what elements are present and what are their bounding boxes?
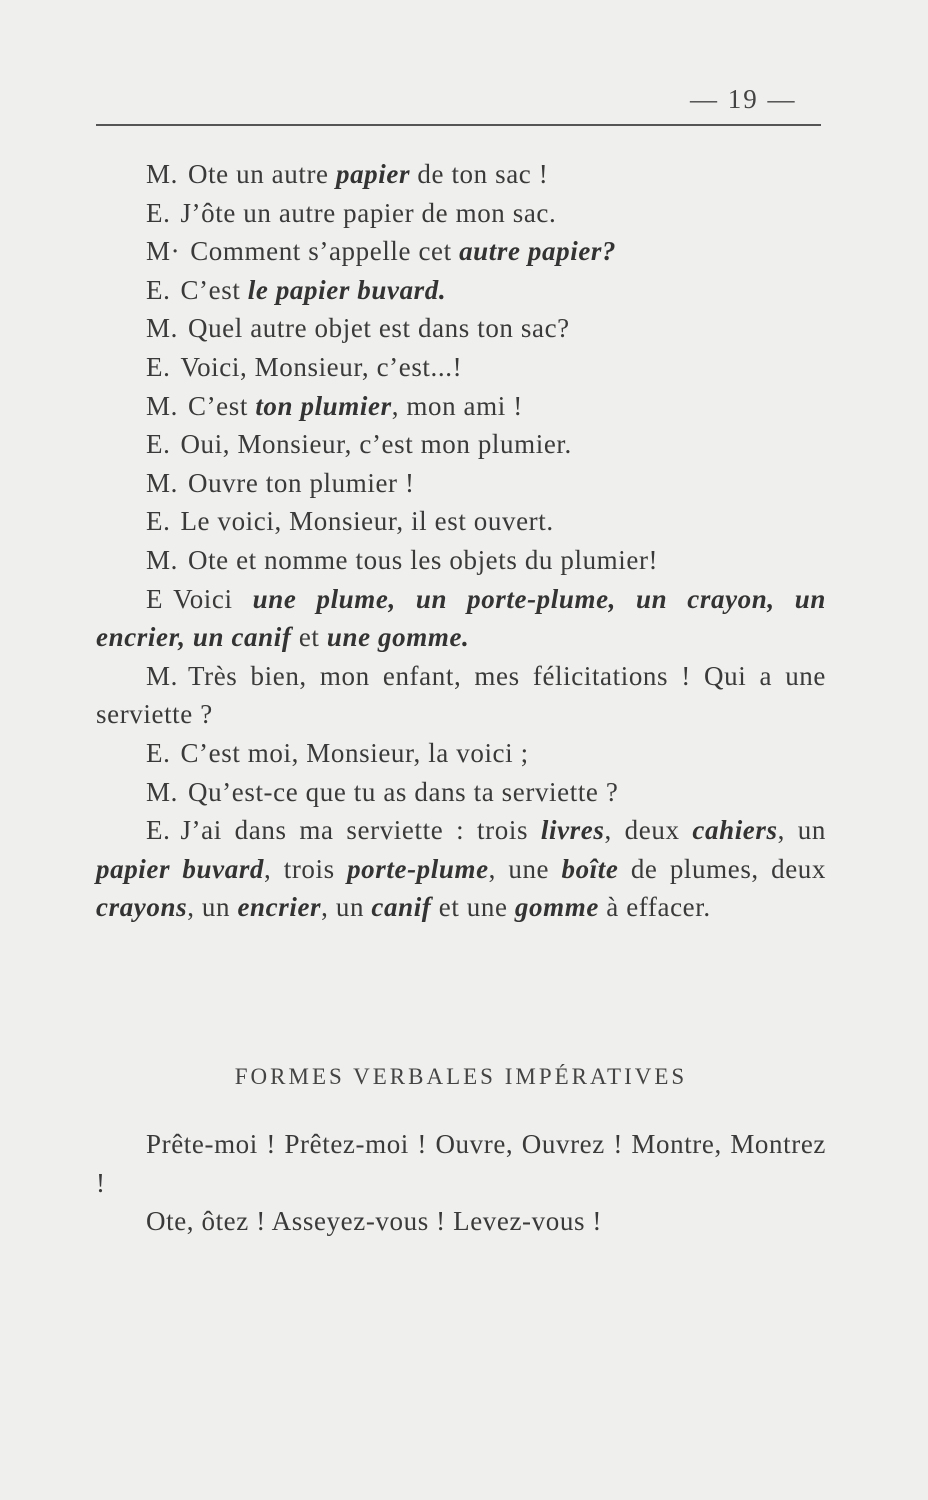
emphasized-text: papier buvard	[96, 853, 265, 884]
line-text: C’est moi, Monsieur, la voici ;	[180, 737, 529, 768]
dialogue-line	[96, 502, 826, 541]
dialogue-line	[96, 271, 826, 310]
speaker-label: M.	[146, 313, 178, 344]
dialogue-line	[96, 387, 826, 426]
speaker-label: E.	[146, 351, 171, 382]
line-text: , trois	[264, 853, 348, 884]
emphasized-text: porte-plume	[347, 853, 489, 884]
line-text: J’ai dans ma serviette : trois	[180, 815, 541, 846]
speaker-label: M.	[146, 776, 178, 807]
line-text: C’est	[187, 390, 256, 421]
dialogue-line	[96, 194, 826, 233]
speaker-label: M.	[146, 660, 178, 691]
speaker-label: M·	[146, 236, 181, 267]
line-text: Ouvre ton plumier !	[187, 467, 415, 498]
line-text: et une	[431, 892, 515, 923]
line-text: de ton sac !	[410, 159, 549, 189]
line-text: Voici, Monsieur, c’est...!	[180, 351, 463, 382]
imperative-paragraph-1: Prête-moi ! Prêtez-moi ! Ouvre, Ouvrez ! Montre, Montrez !	[96, 1129, 826, 1198]
line-text: à effacer.	[598, 892, 711, 923]
emphasized-text: crayons	[96, 892, 188, 923]
dialogue-line	[96, 580, 826, 657]
speaker-label: E	[146, 583, 164, 614]
line-text: Comment s’appelle cet	[190, 236, 460, 267]
page-number: — 19 —	[690, 84, 797, 114]
line-text: Le voici, Monsieur, il est ouvert.	[180, 506, 554, 537]
line-text: , une	[488, 853, 562, 884]
line-text: Qu’est-ce que tu as dans ta serviette ?	[187, 776, 619, 807]
dialogue-line	[96, 541, 826, 580]
speaker-label: M.	[146, 390, 178, 421]
speaker-label: M.	[146, 467, 178, 498]
line-text: , un	[321, 892, 372, 923]
line-text: de plumes, deux	[618, 853, 826, 884]
line-text: Oui, Monsieur, c’est mon plumier.	[180, 429, 572, 460]
speaker-label: E.	[146, 737, 171, 768]
line-text: Quel autre objet est dans ton sac?	[187, 313, 570, 344]
emphasized-text: gomme	[514, 892, 599, 923]
emphasized-text: canif	[371, 892, 432, 923]
header-rule	[96, 124, 821, 126]
dialogue-line	[96, 734, 826, 773]
emphasized-text: livres	[540, 815, 605, 846]
emphasized-text: papier	[335, 159, 411, 189]
line-text: , un	[187, 892, 238, 923]
emphasized-text: le papier buvard.	[247, 274, 447, 305]
speaker-label: E.	[146, 506, 171, 537]
line-text: Très bien, mon enfant, mes félicitations ! Qui a une serviette ?	[96, 660, 826, 730]
dialogue-line	[96, 348, 826, 387]
emphasized-text: boîte	[561, 853, 619, 884]
speaker-label: M.	[146, 544, 178, 575]
line-text: , deux	[604, 815, 693, 846]
emphasized-text: ton plumier	[255, 390, 392, 421]
speaker-label: E.	[146, 429, 171, 460]
line-text: , mon ami !	[391, 390, 523, 421]
imperative-paragraph-2: Ote, ôtez ! Asseyez-vous ! Levez-vous !	[146, 1206, 602, 1237]
dialogue-line	[96, 425, 826, 464]
emphasized-text: une gomme.	[326, 622, 470, 653]
dialogue-line	[96, 773, 826, 812]
dialogue-line	[96, 464, 826, 503]
emphasized-text: une plume, un porte-plume, un crayon, un encrier, un canif	[96, 583, 826, 653]
speaker-label: E.	[146, 274, 171, 305]
line-text: et	[291, 622, 327, 653]
line-text: Voici	[173, 583, 253, 614]
speaker-label: M.	[146, 159, 178, 189]
speaker-label: E.	[146, 197, 171, 228]
dialogue-line	[96, 232, 826, 271]
line-text: C’est	[180, 274, 248, 305]
speaker-label: E.	[146, 815, 171, 846]
dialogue-line	[96, 811, 826, 927]
emphasized-text: cahiers	[692, 815, 778, 846]
section-heading: FORMES VERBALES IMPÉRATIVES	[234, 1064, 688, 1089]
dialogue-line	[96, 155, 826, 194]
dialogue-line	[96, 309, 826, 348]
line-text: Ote un autre	[187, 159, 336, 189]
emphasized-text: autre papier?	[459, 236, 617, 267]
line-text: Ote et nomme tous les objets du plumier!	[187, 544, 659, 575]
line-text: , un	[777, 815, 826, 846]
dialogue-text	[96, 155, 826, 927]
imperative-text	[96, 1125, 826, 1241]
emphasized-text: encrier	[237, 892, 322, 923]
dialogue-line	[96, 657, 826, 734]
line-text: J’ôte un autre papier de mon sac.	[180, 197, 557, 228]
